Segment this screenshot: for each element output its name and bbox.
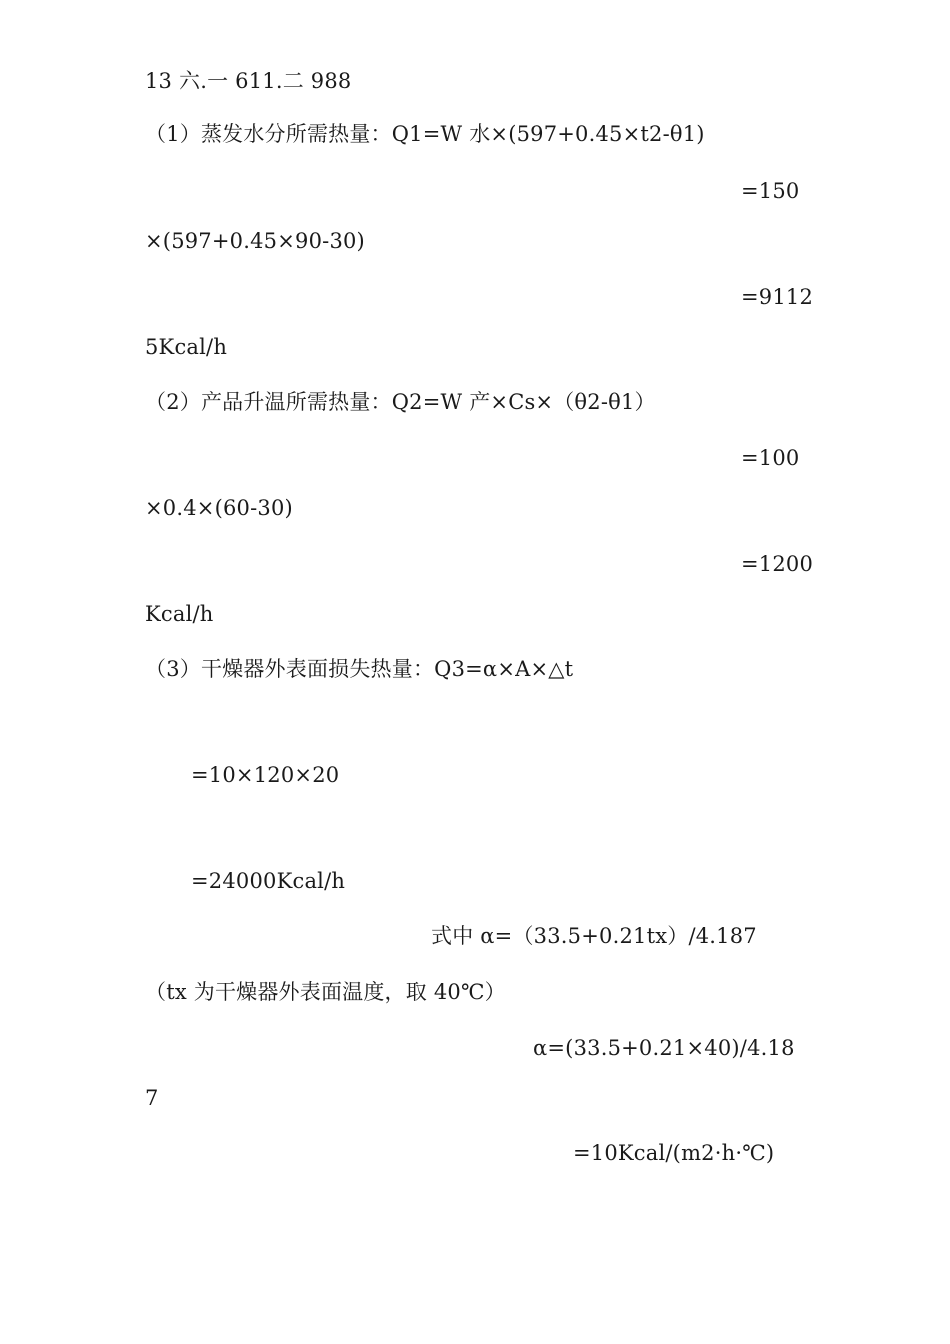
text-line: Kcal/h: [145, 602, 214, 626]
text-line: =9112: [741, 285, 814, 309]
text-line: α=(33.5+0.21×40)/4.18: [533, 1036, 795, 1060]
text-line: =100: [741, 446, 800, 470]
text-line: 式中 α=（33.5+0.21tx）/4.187: [431, 924, 757, 948]
text-line: （tx 为干燥器外表面温度，取 40℃）: [145, 980, 506, 1004]
text-line: =10×120×20: [191, 763, 340, 787]
text-line: （3）干燥器外表面损失热量：Q3=α×A×△t: [145, 657, 574, 681]
text-line: 7: [145, 1086, 159, 1110]
text-line: （1）蒸发水分所需热量：Q1=W 水×(597+0.45×t2-θ1): [145, 122, 705, 146]
text-line: =24000Kcal/h: [191, 869, 346, 893]
text-line: =10Kcal/(m2·h·℃): [573, 1141, 775, 1165]
text-line: 5Kcal/h: [145, 335, 228, 359]
text-line: =150: [741, 179, 800, 203]
text-line: （2）产品升温所需热量：Q2=W 产×Cs×（θ2-θ1）: [145, 390, 656, 414]
text-line: ×(597+0.45×90-30): [145, 229, 365, 253]
text-line: ×0.4×(60-30): [145, 496, 293, 520]
text-line: 13 六.一 611.二 988: [145, 69, 352, 93]
text-line: =1200: [741, 552, 814, 576]
